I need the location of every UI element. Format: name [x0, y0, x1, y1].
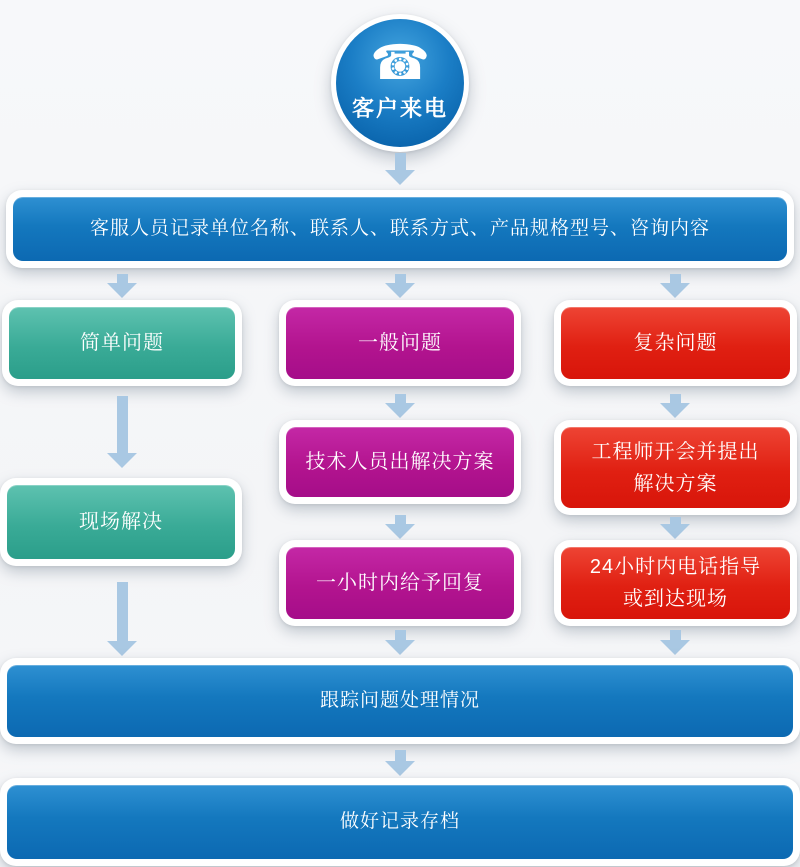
intake-bar: [6, 190, 794, 268]
step-box-24h-phone-guidance: [554, 540, 797, 626]
category-label: 简单问题: [9, 307, 235, 379]
arrow-down-icon: [107, 396, 137, 468]
step-label-line: 解决方案: [633, 472, 718, 495]
archive-bar-label: 做好记录存档: [7, 785, 793, 859]
arrow-down-icon: [385, 153, 415, 185]
arrow-down-icon: [660, 630, 690, 655]
archive-bar: [0, 778, 800, 866]
track-bar: [0, 658, 800, 744]
arrow-down-icon: [107, 274, 137, 298]
start-node-customer-call: [331, 14, 469, 152]
arrow-down-icon: [660, 274, 690, 298]
intake-bar-label: 客服人员记录单位名称、联系人、联系方式、产品规格型号、咨询内容: [13, 197, 787, 261]
step-box-tech-solution: [279, 420, 521, 504]
step-label: 现场解决: [7, 485, 235, 559]
category-box-general-problem: [279, 300, 521, 386]
telephone-icon: ☎: [370, 36, 430, 90]
step-box-engineer-meeting: [554, 420, 797, 515]
category-label: 一般问题: [286, 307, 514, 379]
start-node-label: 客户来电: [351, 95, 448, 121]
category-box-simple-problem: [2, 300, 242, 386]
step-label: 一小时内给予回复: [286, 547, 514, 619]
arrow-down-icon: [385, 750, 415, 776]
arrow-down-icon: [385, 515, 415, 539]
step-box-one-hour-reply: [279, 540, 521, 626]
step-box-onsite-resolution: [0, 478, 242, 566]
track-bar-label: 跟踪问题处理情况: [7, 665, 793, 737]
arrow-down-icon: [385, 630, 415, 655]
step-label-line: 24小时内电话指导: [589, 556, 762, 578]
step-label: 技术人员出解决方案: [286, 427, 514, 497]
category-box-complex-problem: [554, 300, 797, 386]
arrow-down-icon: [660, 394, 690, 418]
arrow-down-icon: [385, 274, 415, 298]
category-label: 复杂问题: [561, 307, 790, 379]
arrow-down-icon: [385, 394, 415, 418]
step-label-line: 或到达现场: [623, 588, 728, 610]
arrow-down-icon: [107, 582, 137, 656]
arrow-down-icon: [660, 517, 690, 539]
step-label-line: 工程师开会并提出: [591, 440, 760, 463]
